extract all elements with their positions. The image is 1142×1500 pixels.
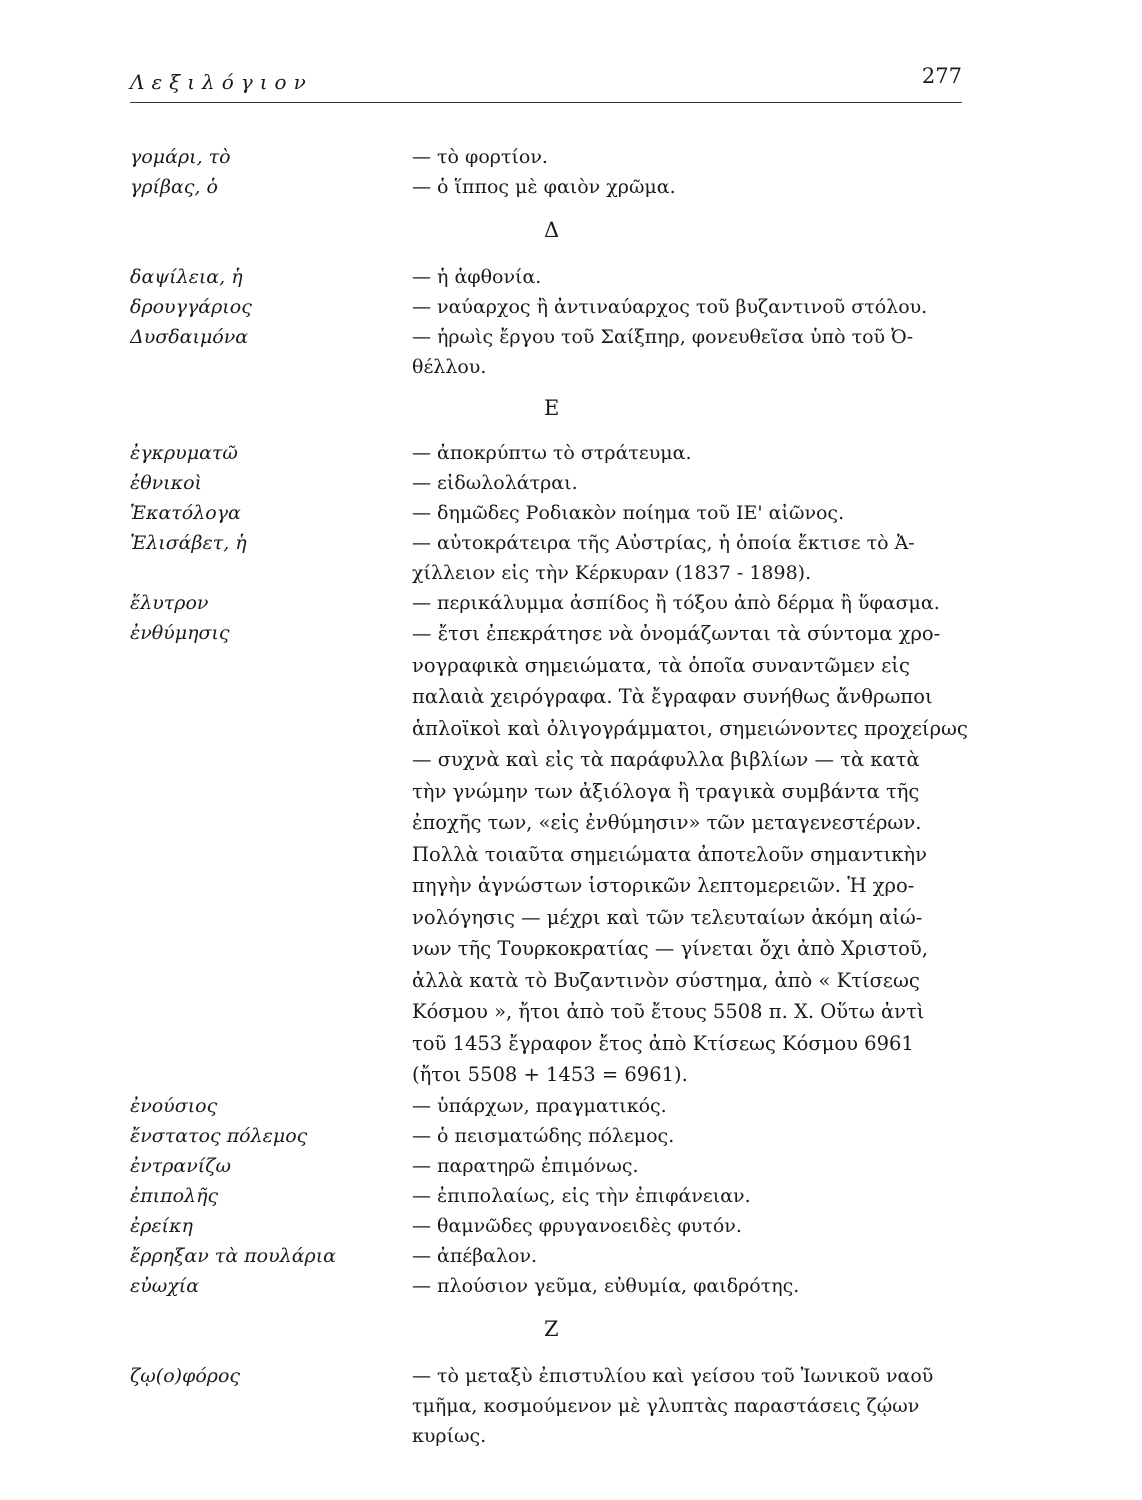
- glossary-entry: [130, 1211, 980, 1241]
- entry-term: γρίβας, ὁ: [130, 176, 218, 198]
- page-header: [130, 62, 962, 102]
- glossary-entry: [130, 292, 980, 322]
- entry-term: ἐνούσιος: [130, 1094, 218, 1117]
- entry-definition: — ὑπάρχων, πραγματικός.: [412, 1094, 667, 1117]
- entry-term: ἐντρανίζω: [130, 1154, 232, 1177]
- entry-term: Δυσδαιμόνα: [130, 326, 249, 348]
- entry-term: Ἑκατόλογα: [130, 502, 241, 524]
- entry-definition: — εἰδωλολάτραι.: [412, 472, 578, 494]
- entry-definition: — περικάλυμμα ἀσπίδος ἢ τόξου ἀπὸ δέρμα ἢ ὕφασμα.: [412, 592, 940, 614]
- entry-term: ἐγκρυματῶ: [130, 442, 238, 464]
- entry-term: ἔνστατος πόλεμος: [130, 1124, 308, 1147]
- entry-term: Ἐλισάβετ, ἡ: [130, 532, 247, 554]
- entry-term: ἐνθύμησις: [130, 622, 230, 644]
- glossary-entry: [130, 142, 980, 172]
- entry-term: ἔλυτρον: [130, 592, 209, 614]
- entry-definition: — ναύαρχος ἢ ἀντιναύαρχος τοῦ βυζαντινοῦ στόλου.: [412, 296, 928, 318]
- glossary-body: [130, 142, 980, 1451]
- entry-term: γομάρι, τὸ: [130, 146, 231, 168]
- entry-definition: — ὁ ἵππος μὲ φαιὸν χρῶμα.: [412, 176, 676, 198]
- glossary-entry: [130, 1361, 980, 1451]
- glossary-entry: [130, 528, 980, 588]
- entry-term: εὐωχία: [130, 1274, 200, 1297]
- glossary-entry: [130, 438, 980, 468]
- section-letter-delta: Δ: [544, 218, 560, 242]
- entry-definition: — ἡρωὶς ἔργου τοῦ Σαίξπηρ, φονευθεῖσα ὑπὸ τοῦ Ὀ- θέλλου.: [412, 326, 914, 378]
- glossary-entry: [130, 322, 980, 382]
- glossary-entry: [130, 588, 980, 618]
- entry-term: ἐθνικοὶ: [130, 472, 202, 494]
- entry-definition: — τὸ μεταξὺ ἐπιστυλίου καὶ γείσου τοῦ Ἰωνικοῦ ναοῦ τμῆμα, κοσμούμενον μὲ γλυπτὰς παραστάσεις ζῴων κυρίως.: [412, 1364, 934, 1447]
- glossary-entry: [130, 1151, 980, 1181]
- entry-definition: — ἀποκρύπτω τὸ στράτευμα.: [412, 442, 692, 464]
- entry-definition: — ἔτσι ἐπεκράτησε νὰ ὀνομάζωνται τὰ σύντομα χρο- νογραφικὰ σημειώματα, τὰ ὁποῖα συναντῶμεν εἰς παλαιὰ χειρόγραφα. Τὰ ἔγραφαν συνήθως ἄνθρωποι ἁπλοϊκοὶ καὶ ὀλιγογράμματοι, σημειώνοντες προχείρως — συχνὰ καὶ εἰς τὰ παράφυλλα βιβλίων — τὰ κατὰ τὴν γνώμην των ἀξιόλογα ἢ τραγικὰ συμβάντα τῆς ἐποχῆς των, «εἰς ἐνθύμησιν» τῶν μεταγενεστέρων. Πολλὰ τοιαῦτα σημειώματα ἀποτελοῦν σημαντικὴν πηγὴν ἀγνώστων ἱστορικῶν λεπτομερειῶν. Ἡ χρο- νολόγησις — μέχρι καὶ τῶν τελευταίων ἀκόμη αἰώ- νων τῆς Τουρκοκρατίας — γίνεται ὄχι ἀπὸ Χριστοῦ, ἀλλὰ κατὰ τὸ Βυζαντινὸν σύστημα, ἀπὸ « Κτίσεως Κόσμου », ἤτοι ἀπὸ τοῦ ἔτους 5508 π. Χ. Οὕτω ἀντὶ τοῦ 1453 ἔγραφον ἔτος ἀπὸ Κτίσεως Κόσμου 6961 (ἤτοι 5508 + 1453 = 6961).: [412, 622, 968, 1086]
- glossary-entry: [130, 468, 980, 498]
- glossary-entry: [130, 498, 980, 528]
- entry-definition: — θαμνῶδες φρυγανοειδὲς φυτόν.: [412, 1214, 742, 1237]
- running-title: Λεξιλόγιον: [130, 70, 313, 94]
- section-letter-zeta: Ζ: [544, 1316, 559, 1341]
- glossary-entry: [130, 618, 980, 1091]
- page-number: 277: [921, 64, 962, 88]
- glossary-entry: [130, 1121, 980, 1151]
- entry-definition: — ἐπιπολαίως, εἰς τὴν ἐπιφάνειαν.: [412, 1184, 751, 1207]
- entry-term: ἔρρηξαν τὰ πουλάρια: [130, 1244, 336, 1267]
- glossary-entry: [130, 1181, 980, 1211]
- entry-definition: — τὸ φορτίον.: [412, 146, 548, 168]
- entry-term: ζῳ(ο)φόρος: [130, 1364, 241, 1387]
- section-letter-epsilon: Ε: [544, 396, 560, 420]
- glossary-entry: [130, 1091, 980, 1121]
- entry-definition: — πλούσιον γεῦμα, εὐθυμία, φαιδρότης.: [412, 1274, 800, 1297]
- entry-definition: — παρατηρῶ ἐπιμόνως.: [412, 1154, 639, 1177]
- glossary-entry: [130, 1271, 980, 1301]
- entry-definition: — ἡ ἀφθονία.: [412, 266, 542, 288]
- glossary-entry: [130, 172, 980, 202]
- entry-definition: — ἀπέβαλον.: [412, 1244, 538, 1267]
- header-divider: [130, 102, 962, 103]
- entry-term: δρουγγάριος: [130, 296, 252, 318]
- entry-term: ἐπιπολῆς: [130, 1184, 219, 1207]
- glossary-entry: [130, 262, 980, 292]
- entry-term: ἐρείκη: [130, 1214, 193, 1237]
- entry-term: δαψίλεια, ἡ: [130, 266, 243, 288]
- entry-definition: — δημῶδες Ροδιακὸν ποίημα τοῦ ΙΕ' αἰῶνος.: [412, 502, 845, 524]
- entry-definition: — αὐτοκράτειρα τῆς Αὐστρίας, ἡ ὁποία ἔκτισε τὸ Ἀ- χίλλειον εἰς τὴν Κέρκυραν (1837 - 1898).: [412, 532, 915, 584]
- glossary-entry: [130, 1241, 980, 1271]
- entry-definition: — ὁ πεισματώδης πόλεμος.: [412, 1124, 675, 1147]
